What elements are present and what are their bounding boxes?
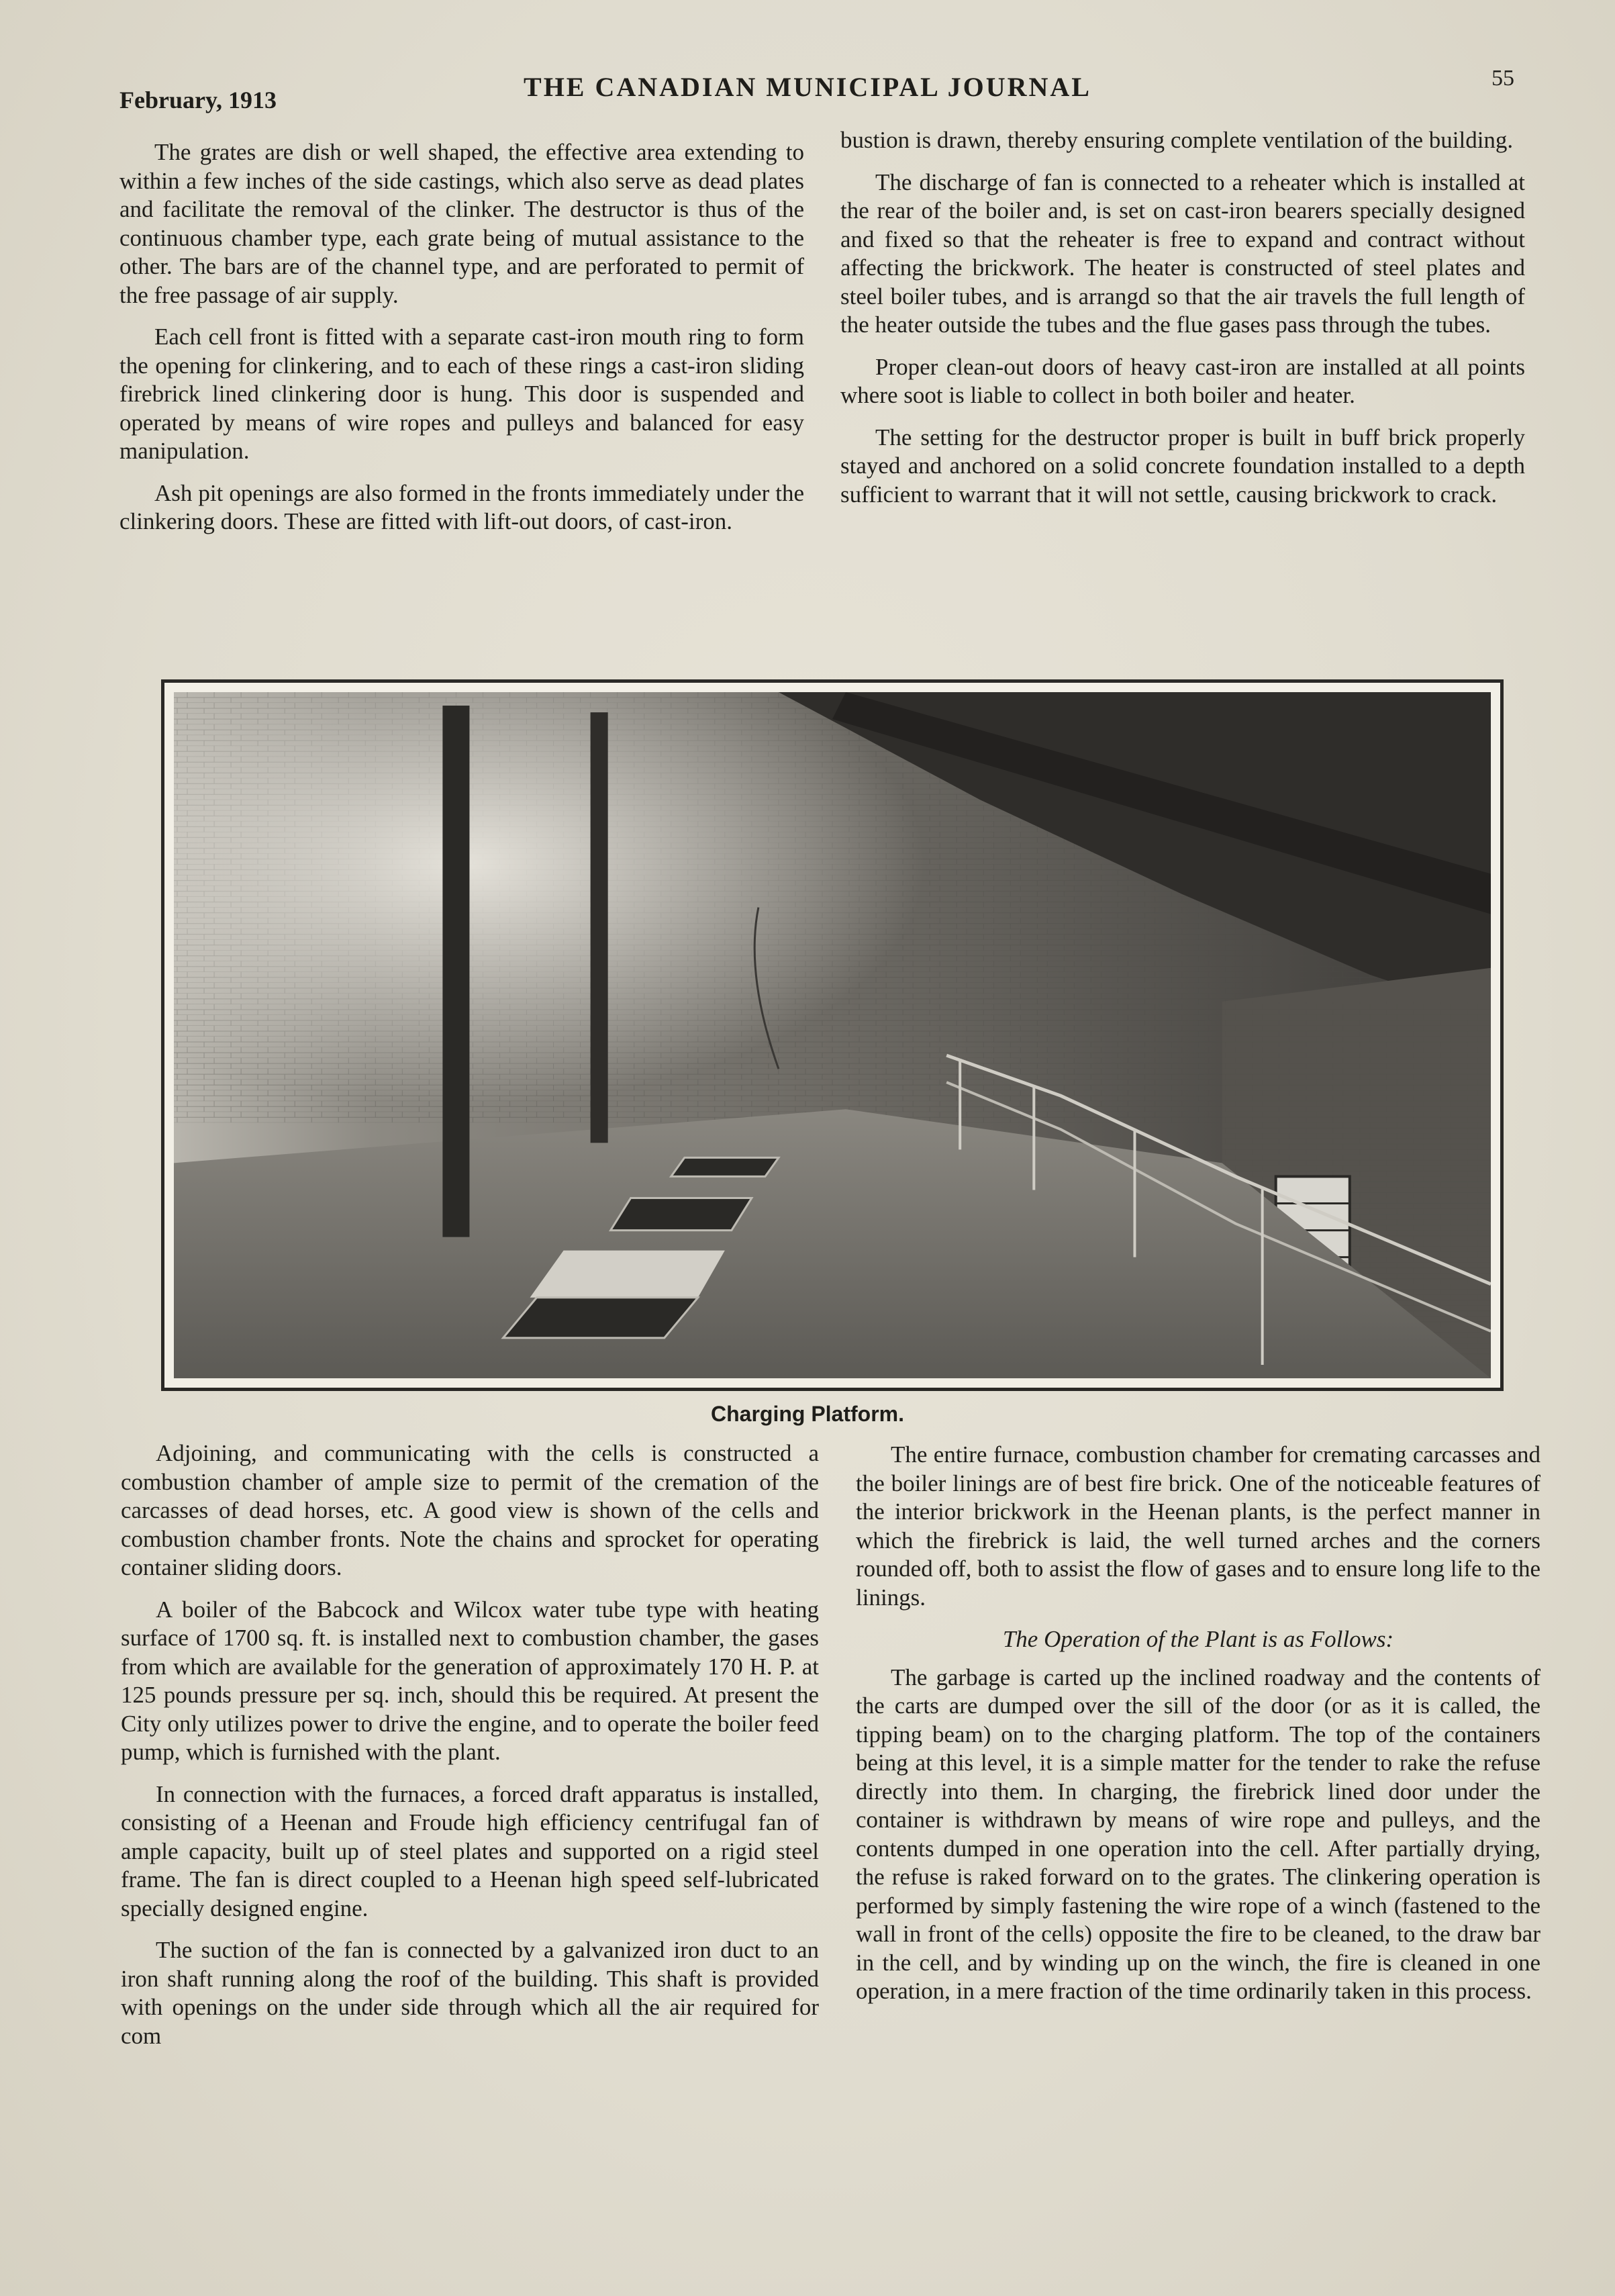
paragraph-grates: The grates are dish or well shaped, the effective area extending to within a few inches of the side castings, which also serve as dead plates and facilitate the removal of the clinker. The destructor is thus of the continuous chamber type, each grate being of mutual assistance to the other. The bars are of the channel type, and are perforated to permit of the free passage of air supply. <box>119 139 804 308</box>
paragraph-clean-out-doors: Proper clean-out doors of heavy cast-iron are installed at all points where soot is liable to collect in both boiler and heater. <box>840 353 1525 408</box>
paragraph-boiler: A boiler of the Babcock and Wilcox water tube type with heating surface of 1700 sq. ft. is installed next to combustion chamber, the gases from which are available for the generation of approximately 170 H. P. at 125 pounds pressure per sq. inch, should this be required. At present the City only utilizes power to drive the engine, and to operate the boiler feed pump, which is furnished with the plant. <box>121 1596 819 1765</box>
photo-illustration <box>174 692 1491 1378</box>
section-heading-operation: The Operation of the Plant is as Follows: <box>1002 1626 1394 1652</box>
journal-title: THE CANADIAN MUNICIPAL JOURNAL <box>524 72 1091 102</box>
column-bottom-right <box>856 1441 1540 2019</box>
paragraph-fan-suction: The suction of the fan is connected by a galvanized iron duct to an iron shaft running along the roof of the building. This shaft is provided with openings on the under side through which all the air required for com <box>121 1937 819 2049</box>
page-number: 55 <box>1491 66 1514 91</box>
charging-platform-photo <box>161 679 1504 1391</box>
photo-caption: Charging Platform. <box>710 1402 904 1426</box>
paragraph-operation: The garbage is carted up the inclined roadway and the contents of the carts are dumped over the sill of the door (or as it is called, the tipping beam) on to the charging platform. The top of the containers being at this level, it is a simple matter for the tender to rake the refuse directly into them. In charging, the firebrick lined door under the container is withdrawn by means of wire rope and pulleys, and the contents dumped in one operation into the cell. After partially drying, the refuse is raked forward on to the grates. The clinkering operation is performed by simply fastening the wire rope of a winch (fastened to the wall in front of the cells) opposite the fire to be cleaned, to the draw bar in the cell, and by winding up on the winch, the fire is cleaned in one operation, in a mere fraction of the time ordinarily taken in this process. <box>856 1664 1540 2004</box>
column-bottom-left <box>121 1439 819 2064</box>
paragraph-continuation: bustion is drawn, thereby ensuring complete ventilation of the building. <box>840 127 1514 153</box>
issue-date: February, 1913 <box>119 87 277 113</box>
paragraph-ash-pit: Ash pit openings are also formed in the fronts immediately under the clinkering doors. These are fitted with lift-out doors, of cast-iron. <box>119 479 804 534</box>
paragraph-fire-brick: The entire furnace, combustion chamber for cremating carcasses and the boiler linings are of best fire brick. One of the noticeable features of the interior brickwork in the Heenan plants, is the perfect manner in which the firebrick is laid, the well turned arches and the corners rounded off, both to assist the flow of gases and to ensure long life to the linings. <box>856 1441 1540 1611</box>
column-top-left <box>119 138 804 550</box>
paragraph-cell-front: Each cell front is fitted with a separate cast-iron mouth ring to form the opening for clinkering, and to each of these rings a cast-iron sliding firebrick lined clinkering door is hung. This door is suspended and operated by means of wire ropes and pulleys and balanced for easy manipulation. <box>119 324 804 464</box>
paragraph-forced-draft: In connection with the furnaces, a forced draft apparatus is installed, consisting of a Heenan and Froude high efficiency centrifugal fan of ample capacity, built up of steel plates and supported on a rigid steel frame. The fan is direct coupled to a Heenan high speed self-lubricated specially designed engine. <box>121 1780 819 1921</box>
paragraph-combustion-chamber: Adjoining, and communicating with the cells is constructed a combustion chamber of ample size to permit of the cremation of the carcasses of dead horses, etc. A good view is shown of the cells and combustion chamber fronts. Note the chains and sprocket for operating container sliding doors. <box>121 1440 819 1580</box>
paragraph-setting: The setting for the destructor proper is built in buff brick properly stayed and anchored on a solid concrete foundation installed to a depth sufficient to warrant that it will not settle, causing brickwork to crack. <box>840 424 1525 508</box>
paragraph-reheater: The discharge of fan is connected to a reheater which is installed at the rear of the boiler and, is set on cast-iron bearers specially designed and fixed so that the reheater is free to expand and contract without affecting the brickwork. The heater is constructed of steel plates and steel boiler tubes, and is arrangd so that the air travels the full length of the heater outside the tubes and the flue gases pass through the tubes. <box>840 169 1525 338</box>
column-top-right <box>840 126 1525 522</box>
